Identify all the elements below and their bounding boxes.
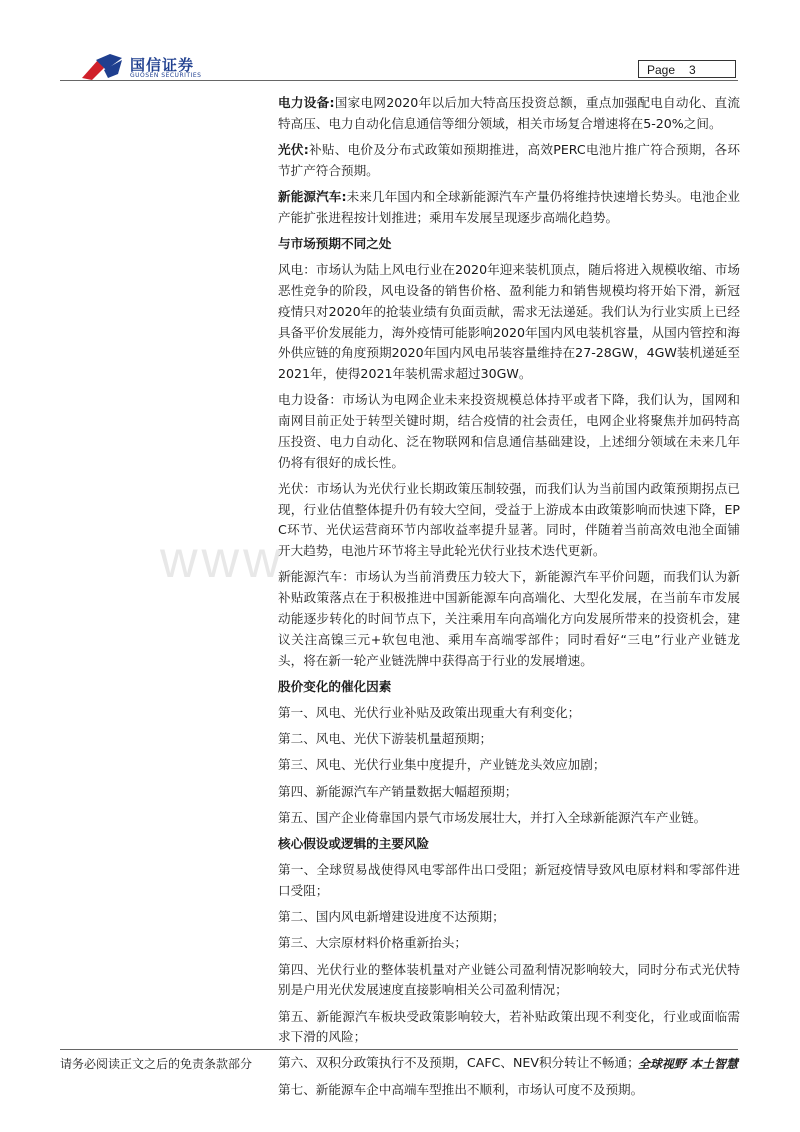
paragraph: 第三、大宗原材料价格重新抬头； <box>278 935 467 951</box>
guosen-logo <box>82 52 212 82</box>
header-divider <box>60 80 738 81</box>
paragraph: 第七、新能源车企中高端车型推出不顺利，市场认可度不及预期。 <box>278 1081 644 1097</box>
slogan: 全球视野 本土智慧 <box>637 1057 738 1071</box>
paragraph: 第六、双积分政策执行不及预期，CAFC、NEV积分转让不畅通； <box>278 1055 640 1071</box>
section-heading: 与市场预期不同之处 <box>278 235 392 251</box>
paragraph-lead: 新能源汽车: <box>278 188 347 204</box>
page-header <box>0 0 800 90</box>
paragraph-text: 未来几年国内和全球新能源汽车产量仍将维持快速增长势头。电池企业产能扩张进程按计划推进；乘用车发展呈现逐步高端化趋势。 <box>278 188 741 225</box>
logo-en-text: GUOSEN SECURITIES <box>130 72 202 79</box>
paragraph-text: 补贴、电价及分布式政策如预期推进，高效PERC电池片推广符合预期，各环节扩产符合预期。 <box>278 141 740 178</box>
paragraph: 新能源汽车：市场认为当前消费压力较大下，新能源汽车平价问题，而我们认为新补贴政策落点在于积极推进中国新能源车向高端化、大型化发展，在当前车市发展动能逐步转化的时间节点下，关注乘用车向高端化方向发展所带来的投资机会，建议关注高镍三元+软包电池、乘用车高端零部件；同时看好“三电”行业产业链龙头，将在新一轮产业链洗牌中获得高于行业的发展增速。 <box>278 569 740 668</box>
paragraph: 第四、新能源汽车产销量数据大幅超预期； <box>278 783 518 799</box>
paragraph <box>278 187 740 229</box>
report-body <box>278 93 740 1106</box>
paragraph: 第一、全球贸易战使得风电零部件出口受阻；新冠疫情导致风电原材料和零部件进口受阻； <box>278 862 740 898</box>
section-heading: 股价变化的催化因素 <box>278 678 392 694</box>
guosen-logo-icon <box>82 54 124 80</box>
watermark: www. <box>160 531 301 589</box>
section-heading: 核心假设或逻辑的主要风险 <box>278 835 430 851</box>
page-number: 3 <box>689 63 696 77</box>
paragraph <box>278 93 740 135</box>
paragraph: 第三、风电、光伏行业集中度提升，产业链龙头效应加剧； <box>278 757 606 773</box>
paragraph-lead: 光伏: <box>278 141 309 157</box>
paragraph: 第五、国产企业倚靠国内景气市场发展壮大，并打入全球新能源汽车产业链。 <box>278 809 707 825</box>
logo-cn-text: 国信证券 <box>130 56 195 74</box>
paragraph <box>278 140 740 182</box>
page-indicator <box>638 60 736 78</box>
paragraph-lead: 电力设备: <box>278 95 335 110</box>
page-label: Page <box>647 63 676 77</box>
paragraph: 电力设备：市场认为电网企业未来投资规模总体持平或者下降，我们认为，国网和南网目前正处于转型关键时期，结合疫情的社会责任，电网企业将聚焦并加码特高压投资、电力自动化、泛在物联网和信息通信基础建设，上述细分领域在未来几年仍将有很好的成长性。 <box>278 392 740 470</box>
paragraph: 第一、风电、光伏行业补贴及政策出现重大有利变化； <box>278 705 581 721</box>
paragraph: 第二、风电、光伏下游装机量超预期； <box>278 731 493 747</box>
paragraph: 光伏：市场认为光伏行业长期政策压制较强，而我们认为当前国内政策预期拐点已现，行业估值整体提升仍有较大空间，受益于上游成本由政策影响而快速下降，EPC环节、光伏运营商环节内部收益率提升显著。同时，伴随着当前高效电池全面铺开大趋势，电池片环节将主导此轮光伏行业技术迭代更新。 <box>278 480 740 559</box>
paragraph: 第二、国内风电新增建设进度不达预期； <box>278 909 505 925</box>
paragraph: 风电：市场认为陆上风电行业在2020年迎来装机顶点，随后将进入规模收缩、市场恶性竞争的阶段，风电设备的销售价格、盈利能力和销售规模均将开始下滑，新冠疫情只对2020年的抢装业绩有负面贡献，需求无法递延。我们认为行业实质上已经具备平价发展能力，海外疫情可能影响2020年国内风电装机容量，从国内管控和海外供应链的角度预期2020年国内风电吊装容量维持在27-28GW，4GW装机递延至2021年，使得2021年装机需求超过30GW。 <box>278 262 740 382</box>
paragraph: 第五、新能源汽车板块受政策影响较大，若补贴政策出现不利变化，行业或面临需求下滑的风险； <box>278 1008 740 1045</box>
paragraph-text: 国家电网2020年以后加大特高压投资总额，重点加强配电自动化、直流特高压、电力自动化信息通信等细分领域，相关市场复合增速将在5-20%之间。 <box>278 95 740 131</box>
disclaimer-note: 请务必阅读正文之后的免责条款部分 <box>60 1057 253 1071</box>
paragraph: 第四、光伏行业的整体装机量对产业链公司盈利情况影响较大，同时分布式光伏特别是户用光伏发展速度直接影响相关公司盈利情况； <box>278 961 740 998</box>
